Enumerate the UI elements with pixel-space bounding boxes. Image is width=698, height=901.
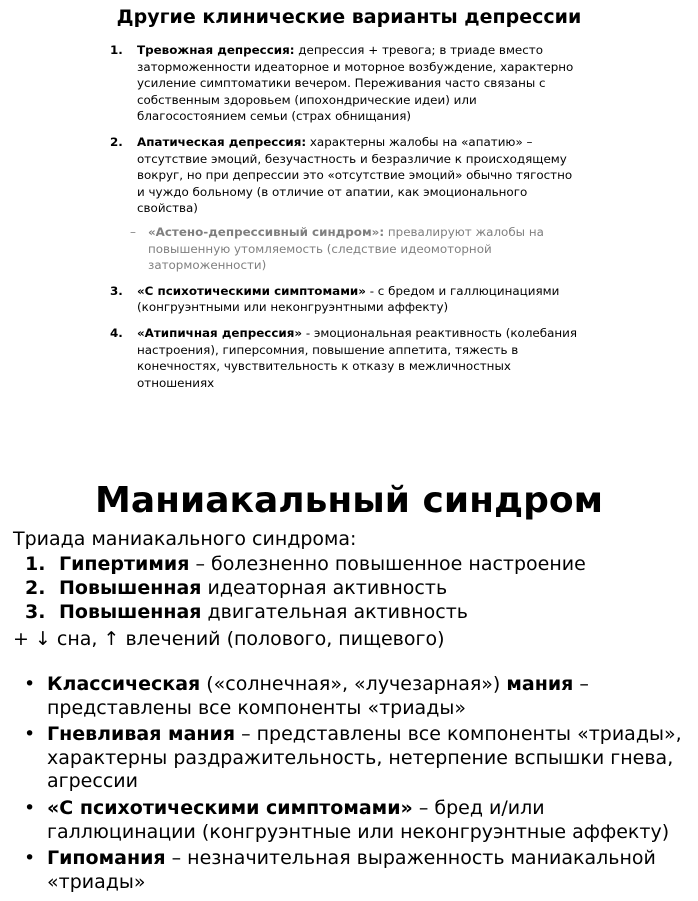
list-item-psychotic-mania [22,797,682,844]
mania-variants-list [22,673,682,897]
triad-number: 1. [25,553,46,575]
list-item-psychotic-depression [108,283,578,316]
bullet-heading: Гневливая мания [47,723,236,746]
list-item-angry-mania [22,723,682,794]
subitem-text: превалируют жалобы на повышенную утомляемость (следствие идеомоторной заторможенности) [148,224,544,273]
item-heading: Тревожная депрессия: [137,43,295,57]
triad-heading: Повышенная [59,601,202,623]
list-item-apathetic-depression [108,134,578,217]
bullet-text: – представлены все компоненты «триады», характерны раздражительность, нетерпение вспышки гнева, агрессии [47,723,682,793]
bullet: • [24,723,36,746]
bullet-text-2: – представлены все компоненты «триады» [47,673,589,719]
bullet-text: («солнечная», «лучезарная») [200,673,507,695]
triad-heading: Повышенная [59,577,202,599]
list-item-hypomania [22,847,682,894]
depression-variants-list [108,42,578,400]
item-number: 4. [110,325,123,340]
triad-text: двигательная активность [201,601,468,623]
item-heading: «С психотическими симптомами» [137,283,366,298]
triad-text: идеаторная активность [201,577,448,599]
bullet: • [24,847,36,870]
triad-item [25,552,586,576]
item-text: депрессия + тревога; в триаде вместо заторможенности идеаторное и моторное возбуждение, характерно усиление симптоматики вечером. Переживания часто связаны с собственным здоровьем (ипохондрические идеи) или благосостоянием семьи (страх обнищания) [137,43,574,124]
bullet-heading: Классическая [47,673,201,695]
subitem-asthenic-depressive [108,224,578,274]
item-heading: Апатическая депрессия: [137,134,307,149]
triad-text: – болезненно повышенное настроение [189,553,586,575]
subitem-heading: «Астено-депрессивный синдром»: [148,224,385,239]
subitem-dash: – [130,224,136,239]
bullet-heading-2: мания [506,673,574,695]
triad-number: 3. [25,601,46,623]
item-text: - эмоциональная реактивность (колебания настроения), гиперсомния, повышение аппетита, тяжесть в конечностях, чувствительность к отказу в межличностных отношениях [137,325,578,390]
triad-heading: Гипертимия [59,553,190,575]
item-text: характерны жалобы на «апатию» – отсутствие эмоций, безучастность и безразличие к происходящему вокруг, но при депрессии это «отсутствие эмоций» обычно тягостно и чуждо больному (в отличие от апатии, как эмоционального свойства) [137,134,573,216]
item-number: 2. [110,134,123,149]
depression-slide-title: Другие клинические варианты депрессии [116,6,582,28]
triad-item [25,600,586,624]
bullet-text: – незначительная выраженность маниакальной «триады» [47,847,656,893]
bullet-text: – бред и/или галлюцинации (конгруэнтные или неконгруэнтные аффекту) [47,796,670,843]
triad-item [25,576,586,600]
bullet-heading: «С психотическими симптомами» [47,796,413,819]
item-number: 3. [110,283,123,298]
triad-intro: Триада маниакального синдрома: [13,528,357,550]
bullet: • [24,796,36,819]
item-number: 1. [110,43,123,57]
bullet-heading: Гипомания [47,847,166,870]
item-heading: «Атипичная депрессия» [137,325,303,340]
triad-list [25,552,586,624]
list-item-atypical-depression [108,325,578,391]
bullet: • [24,673,36,695]
triad-number: 2. [25,577,46,599]
list-item-classic-mania [22,673,682,720]
list-item-anxious-depression [108,42,578,125]
triad-addition: + ↓ сна, ↑ влечений (полового, пищевого) [13,628,445,650]
item-text: - с бредом и галлюцинациями (конгруэнтными или неконгруэнтными аффекту) [137,283,560,315]
mania-slide-title: Маниакальный синдром [95,480,603,521]
